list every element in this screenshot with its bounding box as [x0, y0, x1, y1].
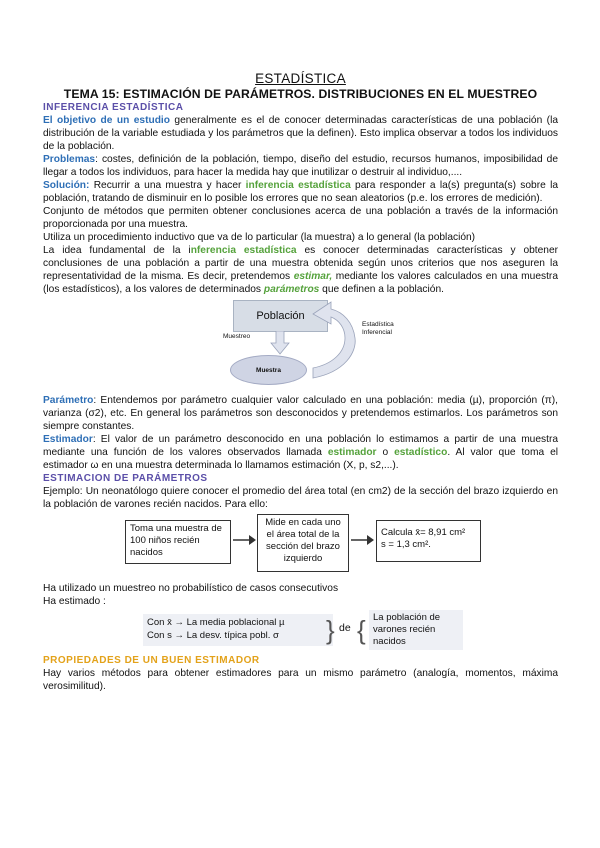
text-idea-3: mediante los valores calculados en una muestra (los estadísticos), a los valores de determinados: [43, 271, 558, 295]
target-population: La población de varones recién nacidos: [369, 610, 463, 650]
term-parametros: parámetros: [263, 284, 320, 295]
inference-curved-arrow: [305, 300, 360, 384]
estimation-summary-diagram: [43, 610, 558, 652]
paragraph-ha-utilizado: Ha utilizado un muestreo no probabilístico de casos consecutivos: [43, 583, 339, 594]
estimate-mean-line: Con x̄ → La media poblacional µ: [147, 617, 285, 628]
text-idea-2: es conocer determinadas características y obtener conclusiones de una población a partir de una muestra obtenida según unos criterios que nos aseguren la representatividad de la misma. Es decir, pretendemos: [43, 245, 559, 282]
muestreo-label: Muestreo: [223, 333, 251, 340]
text-estimador-3: . Al valor que toma el estimador ω en una muestra determinada lo llamamos estimación (X, p, s2,...).: [43, 447, 558, 471]
text-idea-1: La idea fundamental de la i: [43, 245, 191, 256]
text-problemas: : costes, definición de la población, tiempo, diseño del estudio, recursos humanos, imposibilidad de llegar a todos los individuos, para hacer la medida hay que inutilizar o destruir al individuo,....: [43, 154, 558, 178]
term-inferencia: inferencia estadística: [245, 180, 351, 191]
paragraph-idea: [43, 244, 558, 296]
term-objetivo: El objetivo de un estudio: [43, 115, 170, 126]
sample-ellipse: Muestra: [230, 355, 307, 385]
flow-box-measure: Mide en cada uno el área total de la sección del brazo izquierdo: [257, 514, 349, 572]
paragraph-problemas: [43, 153, 558, 179]
brace-left: }: [326, 615, 335, 645]
population-box: Población: [233, 300, 328, 332]
term-estimador-green: estimador: [327, 447, 377, 458]
document-page: [43, 70, 558, 693]
flow-arrow-1: [233, 534, 257, 546]
paragraph-ha-estimado: Ha estimado :: [43, 596, 106, 607]
flow-arrow-2: [351, 534, 375, 546]
estimate-lines: [143, 614, 333, 646]
section-heading-estimacion: ESTIMACION DE PARÁMETROS: [43, 473, 208, 484]
text-idea-4: que definen a la población.: [319, 284, 444, 295]
term-inferencia-2: nferencia estadística: [190, 245, 297, 256]
term-problemas: Problemas: [43, 154, 96, 165]
flow-box-result: [376, 520, 481, 562]
paragraph-propiedades: Hay varios métodos para obtener estimadores para un mismo parámetro (analogía, momentos, máxima verosimilitud).: [43, 668, 558, 692]
inferencia-label: Estadística Inferencial: [362, 321, 394, 336]
paragraph-ejemplo: Ejemplo: Un neonatólogo quiere conocer el promedio del área total (en cm2) de la sección del brazo izquierdo en la población de varones recién nacidos. Para ello:: [43, 486, 558, 510]
inference-diagram: [43, 300, 558, 388]
term-estimador: Estimador: [43, 434, 93, 445]
text-estimador-2: o: [376, 447, 395, 458]
de-label: de: [339, 622, 351, 634]
paragraph-solucion: [43, 179, 558, 205]
section-heading-propiedades: PROPIEDADES DE UN BUEN ESTIMADOR: [43, 655, 260, 666]
flow-box-sample: Toma una muestra de 100 niños recién nacidos: [125, 520, 231, 564]
estimate-sd-line: Con s → La desv. típica pobl. σ: [147, 630, 279, 641]
section-heading-inferencia: INFERENCIA ESTADÍSTICA: [43, 102, 184, 113]
term-parametro: Parámetro: [43, 395, 94, 406]
paragraph-utiliza: Utiliza un procedimiento inductivo que va de lo particular (la muestra) a lo general (la población): [43, 232, 476, 243]
topic-heading: TEMA 15: ESTIMACIÓN DE PARÁMETROS. DISTRIBUCIONES EN EL MUESTREO: [63, 87, 538, 101]
brace-right: {: [357, 615, 366, 645]
term-estadistico: estadístico: [394, 447, 448, 458]
term-estimar: estimar,: [293, 271, 333, 282]
paragraph-estimador: [43, 433, 558, 472]
paragraph-objetivo: [43, 114, 558, 153]
page-title: ESTADÍSTICA: [255, 71, 346, 86]
sampling-arrow: [270, 331, 290, 355]
text-solucion-2: para responder a la(s) pregunta(s) sobre la población, tratando de disminuir en lo posible los errores que no sean aleatorios (p.e. los errores de medición).: [43, 180, 558, 204]
text-objetivo: generalmente es el de conocer determinadas características de una población (la distribución de la variable estudiada y los parámetros que la definen). Esto implica observar a todos los individuos de la población.: [43, 115, 558, 152]
text-estimador-1: : El valor de un parámetro desconocido en una población lo estimamos a partir de una muestra mediante una función de los valores observados llamada: [43, 434, 558, 458]
paragraph-conjunto: Conjunto de métodos que permiten obtener conclusiones acerca de una población a través de la información proporcionada por una muestra.: [43, 206, 558, 230]
term-solucion: Solución:: [43, 180, 90, 191]
paragraph-parametro: [43, 394, 558, 433]
text-parametro: : Entendemos por parámetro cualquier valor calculado en una población: media (µ), proporción (π), varianza (σ2), etc. En general los parámetros son desconocidos y pretendemos estimarlos. Los parámetros son siempre constantes.: [43, 395, 558, 432]
text-solucion-1: Recurrir a una muestra y hacer: [89, 180, 246, 191]
result-sd: s = 1,3 cm².: [381, 539, 431, 550]
example-flow-diagram: [43, 514, 558, 582]
result-mean: Calcula x̄= 8,91 cm²: [381, 527, 466, 538]
